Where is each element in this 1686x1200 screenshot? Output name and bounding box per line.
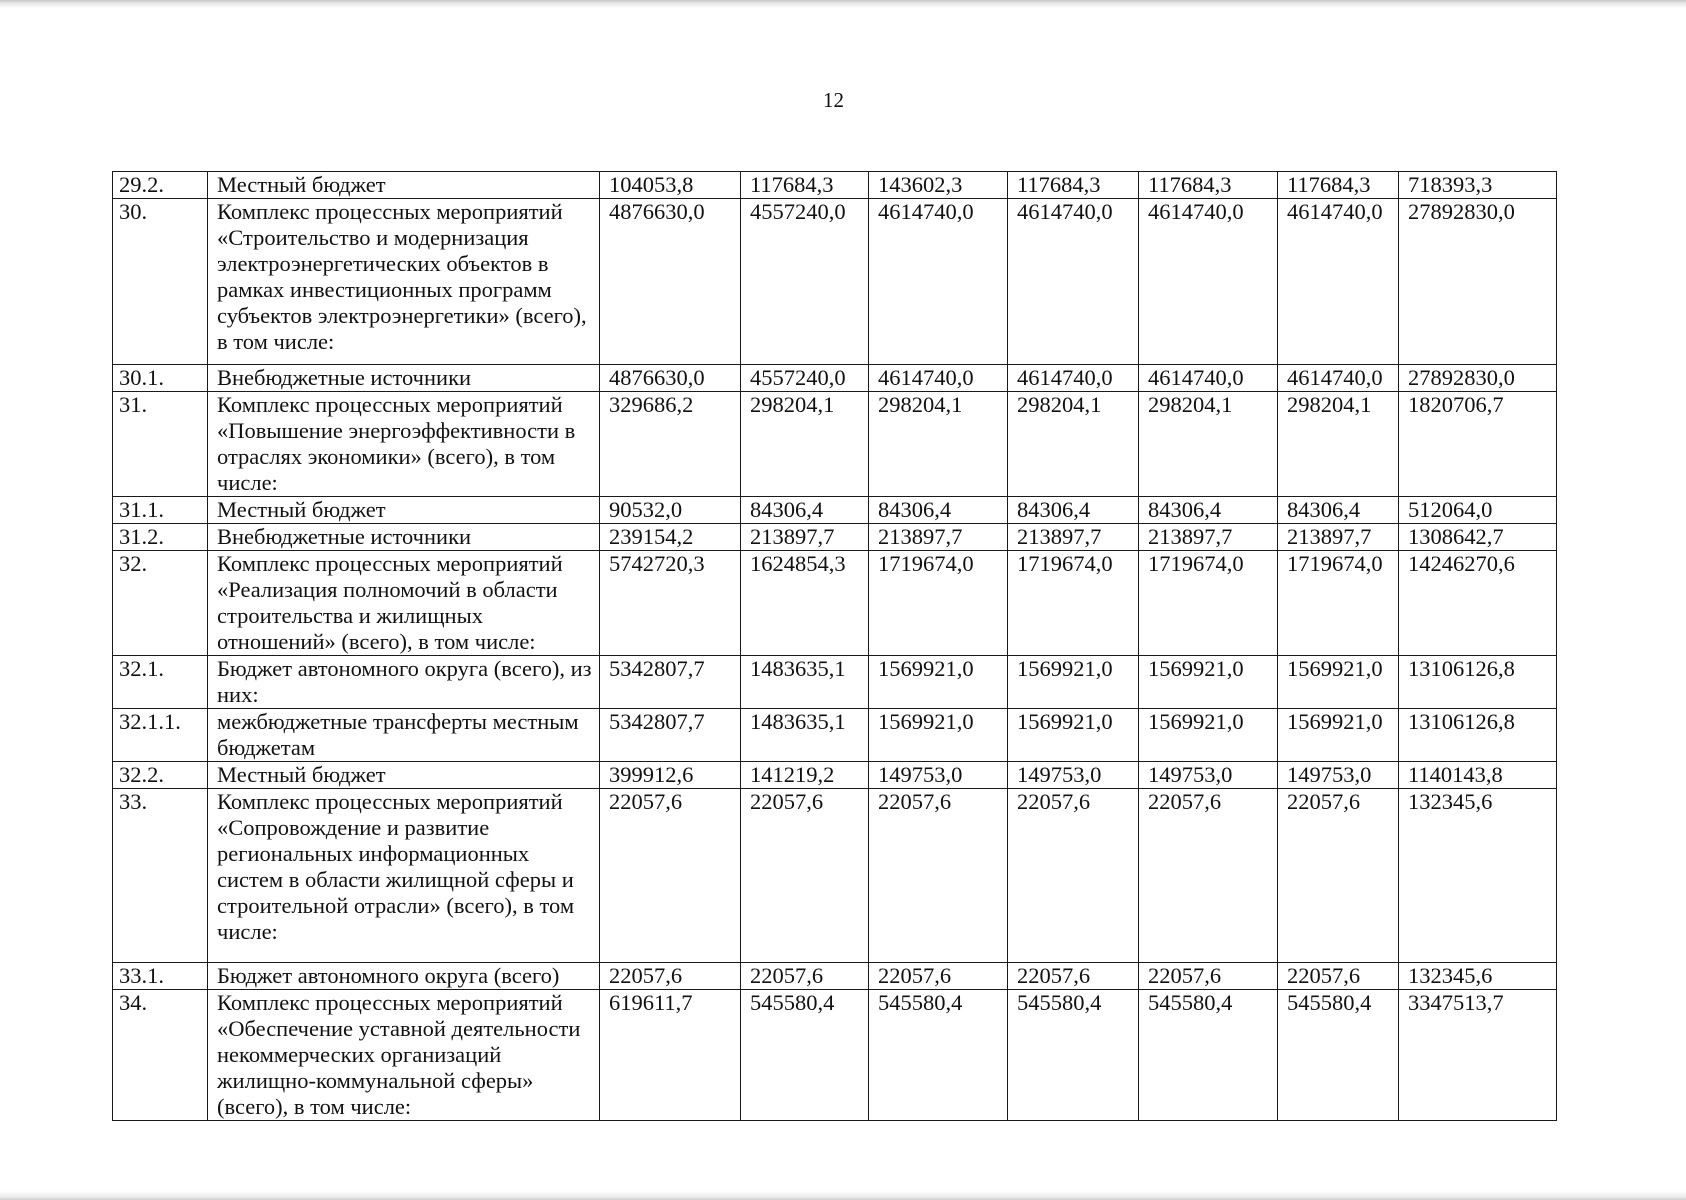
row-index: 31.1. <box>113 497 208 524</box>
row-value-cell: 4614740,0 <box>1278 199 1399 365</box>
row-index: 32.1.1. <box>113 709 208 762</box>
row-total-cell: 718393,3 <box>1399 172 1557 199</box>
row-value-cell: 213897,7 <box>1139 524 1278 551</box>
row-value-cell: 117684,3 <box>1008 172 1139 199</box>
row-value-cell: 4557240,0 <box>741 199 869 365</box>
table-row <box>113 990 1557 1121</box>
row-description: Местный бюджет <box>208 172 600 199</box>
row-value-cell: 329686,2 <box>600 392 741 497</box>
row-value-cell: 117684,3 <box>1278 172 1399 199</box>
row-value-cell: 1483635,1 <box>741 656 869 709</box>
budget-table <box>112 171 1557 1121</box>
row-value-cell: 298204,1 <box>1139 392 1278 497</box>
row-value-cell: 213897,7 <box>741 524 869 551</box>
table-row <box>113 789 1557 963</box>
row-value-cell: 117684,3 <box>1139 172 1278 199</box>
row-value-cell: 399912,6 <box>600 762 741 789</box>
row-total-cell: 132345,6 <box>1399 789 1557 963</box>
row-value-cell: 22057,6 <box>869 963 1008 990</box>
row-value-cell: 1569921,0 <box>869 709 1008 762</box>
row-value-cell: 1569921,0 <box>1139 709 1278 762</box>
row-value-cell: 22057,6 <box>1139 963 1278 990</box>
row-value-cell: 4876630,0 <box>600 199 741 365</box>
table-body <box>113 172 1557 1121</box>
table-row <box>113 762 1557 789</box>
table-row <box>113 199 1557 365</box>
row-total-cell: 14246270,6 <box>1399 551 1557 656</box>
row-value-cell: 4614740,0 <box>1278 365 1399 392</box>
row-value-cell: 298204,1 <box>1278 392 1399 497</box>
row-description: Внебюджетные источники <box>208 524 600 551</box>
row-value-cell: 22057,6 <box>1139 789 1278 963</box>
row-value-cell: 1719674,0 <box>1008 551 1139 656</box>
row-value-cell: 1719674,0 <box>1139 551 1278 656</box>
row-value-cell: 1624854,3 <box>741 551 869 656</box>
row-value-cell: 545580,4 <box>1139 990 1278 1121</box>
row-value-cell: 84306,4 <box>1008 497 1139 524</box>
row-index: 31. <box>113 392 208 497</box>
table-row <box>113 963 1557 990</box>
row-description: Бюджет автономного округа (всего), из них: <box>208 656 600 709</box>
row-value-cell: 22057,6 <box>1278 963 1399 990</box>
row-value-cell: 213897,7 <box>1278 524 1399 551</box>
row-value-cell: 4614740,0 <box>869 199 1008 365</box>
row-value-cell: 90532,0 <box>600 497 741 524</box>
scan-edge-top <box>0 0 1686 8</box>
table-row <box>113 709 1557 762</box>
row-value-cell: 1569921,0 <box>869 656 1008 709</box>
row-index: 34. <box>113 990 208 1121</box>
table-row <box>113 497 1557 524</box>
row-total-cell: 132345,6 <box>1399 963 1557 990</box>
row-total-cell: 27892830,0 <box>1399 199 1557 365</box>
row-value-cell: 104053,8 <box>600 172 741 199</box>
row-description: Комплекс процессных мероприятий «Повышение энергоэффективности в отраслях экономики» (всего), в том числе: <box>208 392 600 497</box>
row-index: 31.2. <box>113 524 208 551</box>
row-total-cell: 512064,0 <box>1399 497 1557 524</box>
row-description: Комплекс процессных мероприятий «Реализация полномочий в области строительства и жилищных отношений» (всего), в том числе: <box>208 551 600 656</box>
row-value-cell: 4614740,0 <box>1008 199 1139 365</box>
scan-edge-bottom <box>0 1191 1686 1200</box>
row-value-cell: 545580,4 <box>741 990 869 1121</box>
row-index: 32.1. <box>113 656 208 709</box>
row-value-cell: 22057,6 <box>869 789 1008 963</box>
row-total-cell: 3347513,7 <box>1399 990 1557 1121</box>
table-row <box>113 392 1557 497</box>
table-row <box>113 524 1557 551</box>
row-value-cell: 117684,3 <box>741 172 869 199</box>
row-index: 30.1. <box>113 365 208 392</box>
row-value-cell: 4876630,0 <box>600 365 741 392</box>
row-value-cell: 1719674,0 <box>869 551 1008 656</box>
row-value-cell: 4557240,0 <box>741 365 869 392</box>
row-value-cell: 619611,7 <box>600 990 741 1121</box>
row-value-cell: 22057,6 <box>1008 789 1139 963</box>
row-index: 29.2. <box>113 172 208 199</box>
row-value-cell: 239154,2 <box>600 524 741 551</box>
row-value-cell: 4614740,0 <box>1139 365 1278 392</box>
row-description: Комплекс процессных мероприятий «Сопровождение и развитие региональных информационных систем в области жилищной сферы и строительной отрасли» (всего), в том числе: <box>208 789 600 963</box>
row-value-cell: 84306,4 <box>1139 497 1278 524</box>
table-row <box>113 172 1557 199</box>
row-value-cell: 149753,0 <box>1139 762 1278 789</box>
row-value-cell: 22057,6 <box>1278 789 1399 963</box>
row-description: Комплекс процессных мероприятий «Строительство и модернизация электроэнергетических объектов в рамках инвестиционных программ субъектов электроэнергетики» (всего), в том числе: <box>208 199 600 365</box>
row-value-cell: 213897,7 <box>869 524 1008 551</box>
row-index: 30. <box>113 199 208 365</box>
row-value-cell: 22057,6 <box>1008 963 1139 990</box>
row-value-cell: 1569921,0 <box>1139 656 1278 709</box>
row-value-cell: 5342807,7 <box>600 656 741 709</box>
row-description: Внебюджетные источники <box>208 365 600 392</box>
row-total-cell: 1140143,8 <box>1399 762 1557 789</box>
row-total-cell: 1820706,7 <box>1399 392 1557 497</box>
row-value-cell: 149753,0 <box>869 762 1008 789</box>
table-row <box>113 656 1557 709</box>
table-row <box>113 365 1557 392</box>
row-value-cell: 4614740,0 <box>1139 199 1278 365</box>
row-value-cell: 298204,1 <box>869 392 1008 497</box>
row-value-cell: 22057,6 <box>600 789 741 963</box>
row-value-cell: 298204,1 <box>1008 392 1139 497</box>
row-value-cell: 84306,4 <box>741 497 869 524</box>
row-index: 32.2. <box>113 762 208 789</box>
row-value-cell: 545580,4 <box>869 990 1008 1121</box>
row-value-cell: 1483635,1 <box>741 709 869 762</box>
row-value-cell: 143602,3 <box>869 172 1008 199</box>
row-value-cell: 22057,6 <box>600 963 741 990</box>
row-value-cell: 1569921,0 <box>1278 709 1399 762</box>
row-description: Бюджет автономного округа (всего) <box>208 963 600 990</box>
row-total-cell: 27892830,0 <box>1399 365 1557 392</box>
row-value-cell: 149753,0 <box>1008 762 1139 789</box>
table-row <box>113 551 1557 656</box>
row-index: 33.1. <box>113 963 208 990</box>
row-value-cell: 5342807,7 <box>600 709 741 762</box>
row-description: Комплекс процессных мероприятий «Обеспечение уставной деятельности некоммерческих организаций жилищно-коммунальной сферы» (всего), в том числе: <box>208 990 600 1121</box>
row-value-cell: 4614740,0 <box>869 365 1008 392</box>
row-value-cell: 22057,6 <box>741 789 869 963</box>
row-value-cell: 545580,4 <box>1278 990 1399 1121</box>
row-value-cell: 141219,2 <box>741 762 869 789</box>
row-value-cell: 213897,7 <box>1008 524 1139 551</box>
row-total-cell: 13106126,8 <box>1399 656 1557 709</box>
row-value-cell: 149753,0 <box>1278 762 1399 789</box>
row-value-cell: 4614740,0 <box>1008 365 1139 392</box>
row-description: Местный бюджет <box>208 762 600 789</box>
row-value-cell: 1719674,0 <box>1278 551 1399 656</box>
row-index: 32. <box>113 551 208 656</box>
row-value-cell: 1569921,0 <box>1008 656 1139 709</box>
row-value-cell: 84306,4 <box>869 497 1008 524</box>
row-description: Местный бюджет <box>208 497 600 524</box>
row-value-cell: 298204,1 <box>741 392 869 497</box>
row-value-cell: 1569921,0 <box>1278 656 1399 709</box>
row-value-cell: 1569921,0 <box>1008 709 1139 762</box>
row-index: 33. <box>113 789 208 963</box>
row-total-cell: 1308642,7 <box>1399 524 1557 551</box>
row-value-cell: 545580,4 <box>1008 990 1139 1121</box>
row-value-cell: 5742720,3 <box>600 551 741 656</box>
row-description: межбюджетные трансферты местным бюджетам <box>208 709 600 762</box>
row-value-cell: 22057,6 <box>741 963 869 990</box>
page-number: 12 <box>823 88 844 112</box>
row-total-cell: 13106126,8 <box>1399 709 1557 762</box>
row-value-cell: 84306,4 <box>1278 497 1399 524</box>
